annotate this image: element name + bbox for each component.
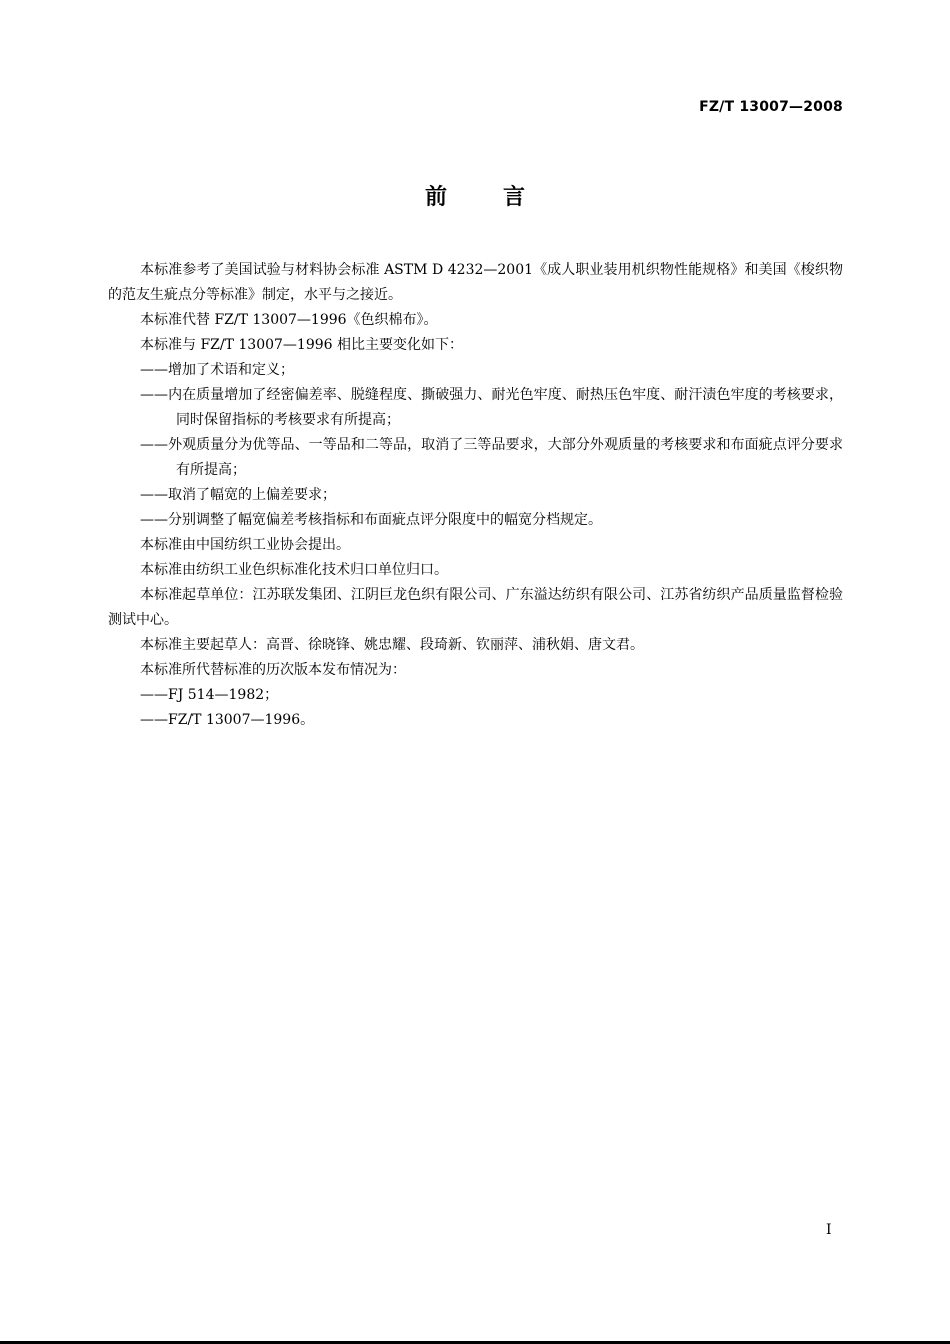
- paragraph-versions-intro: 本标准所代替标准的历次版本发布情况为：: [140, 662, 406, 678]
- standard-code: FZ/T 13007—2008: [699, 99, 843, 115]
- paragraph-replaces: 本标准代替 FZ/T 13007—1996《色织棉布》。: [140, 312, 438, 328]
- foreword-body: [108, 258, 843, 733]
- paragraph-reference: 本标准参考了美国试验与材料协会标准 ASTM D 4232—2001《成人职业装用机织物性能规格》和美国《梭织物的范友生疵点分等标准》制定，水平与之接近。: [108, 262, 843, 303]
- page-title: 前言: [424, 185, 581, 210]
- page-number: I: [826, 1222, 832, 1238]
- list-item-version: ——FZ/T 13007—1996。: [140, 712, 315, 728]
- paragraph-drafters: 本标准主要起草人：高晋、徐晓锋、姚忠耀、段琦新、钦丽萍、浦秋娟、唐文君。: [140, 637, 644, 653]
- paragraph-changes-intro: 本标准与 FZ/T 13007—1996 相比主要变化如下：: [140, 337, 464, 353]
- list-item-change: ——取消了幅宽的上偏差要求；: [140, 487, 336, 503]
- paragraph-proposer: 本标准由中国纺织工业协会提出。: [140, 537, 350, 553]
- list-item-change: ——内在质量增加了经密偏差率、脱缝程度、撕破强力、耐光色牢度、耐热压色牢度、耐汗渍色牢度的考核要求，同时保留指标的考核要求有所提高；: [140, 387, 843, 428]
- paragraph-drafting-units: 本标准起草单位：江苏联发集团、江阴巨龙色织有限公司、广东溢达纺织有限公司、江苏省纺织产品质量监督检验测试中心。: [108, 587, 843, 628]
- list-item-version: ——FJ 514—1982；: [140, 687, 279, 703]
- paragraph-centralized: 本标准由纺织工业色织标准化技术归口单位归口。: [140, 562, 448, 578]
- list-item-change: ——外观质量分为优等品、一等品和二等品，取消了三等品要求，大部分外观质量的考核要求和布面疵点评分要求有所提高；: [140, 437, 843, 478]
- list-item-change: ——增加了术语和定义；: [140, 362, 294, 378]
- list-item-change: ——分别调整了幅宽偏差考核指标和布面疵点评分限度中的幅宽分档规定。: [140, 512, 602, 528]
